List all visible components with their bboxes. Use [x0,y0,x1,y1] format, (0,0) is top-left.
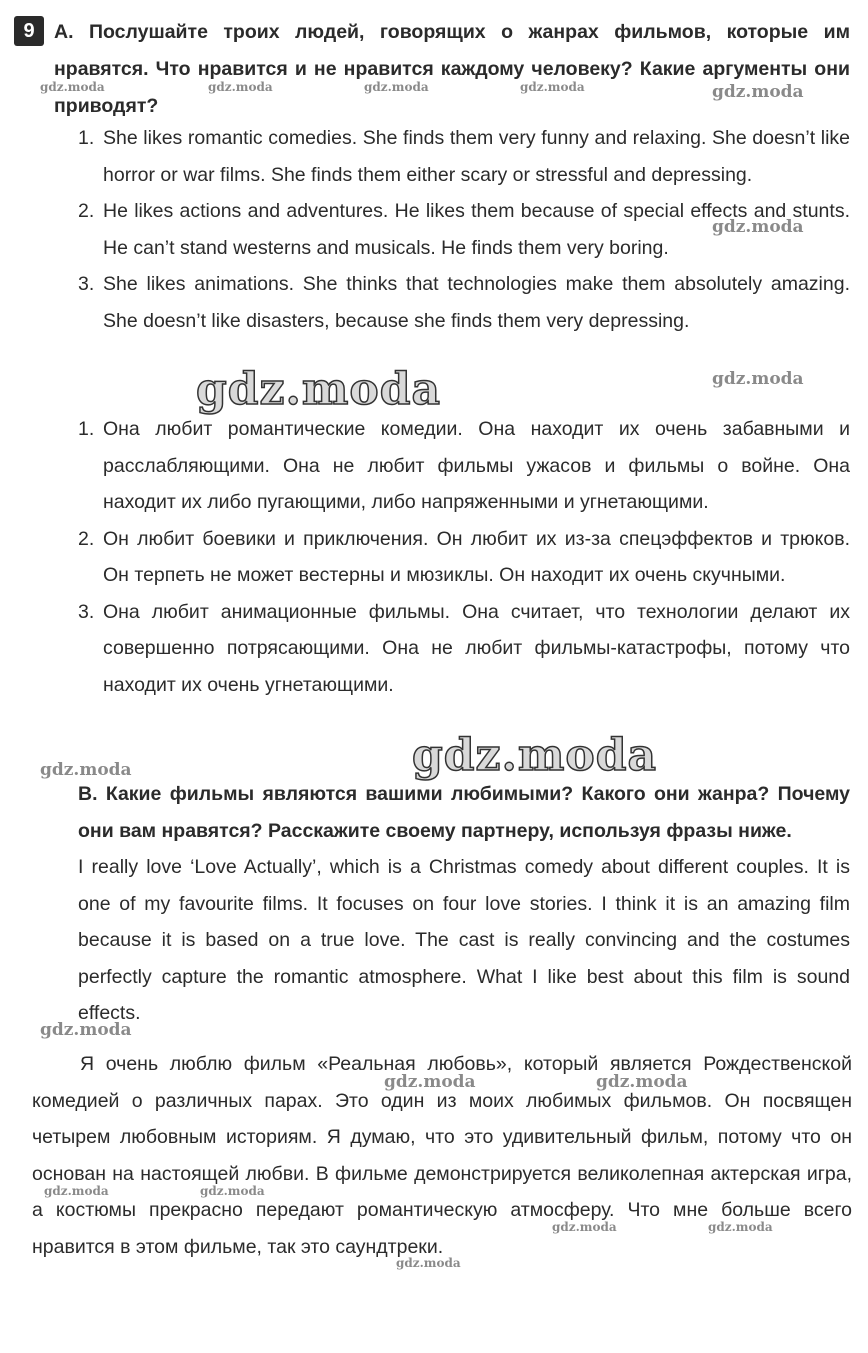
english-answer-item [78,266,850,339]
watermark: gdz.moda [712,217,804,237]
watermark: gdz.moda [384,1072,476,1092]
watermark: gdz.moda [712,82,804,102]
item-text: Он любит боевики и приключения. Он любит их из-за спецэффектов и трюков. Он терпеть не может вестерны и мюзиклы. Он находит их очень скучными. [103,527,850,586]
english-answer-item [78,120,850,193]
english-answers-list [78,120,850,339]
watermark: gdz.moda [708,1220,773,1234]
russian-paragraph: Я очень люблю фильм «Реальная любовь», который является Рождественской комедией о различных парах. Это один из моих любимых фильмов. Он посвящен четырем любовным историям. Я думаю, что это удивительный фильм, потому что он основан на настоящей любви. В фильме демонстрируется великолепная актерская игра, а костюмы прекрасно передают романтическую атмосферу. Что мне больше всего нравится в этом фильме, так это саундтреки. [32,1053,852,1258]
russian-answer-item [78,594,850,704]
watermark: gdz.moda [712,369,804,389]
task-a-title: А. Послушайте троих людей, говорящих о жанрах фильмов, которые им нравятся. Что нравится и не нравится каждому человеку? Какие аргументы они приводят? [54,21,850,117]
item-number: 2. [78,527,95,550]
watermark: gdz.moda [208,80,273,94]
item-number: 3. [78,600,95,623]
watermark: gdz.moda [364,80,429,94]
task-b-title: B. Какие фильмы являются вашими любимыми? Какого они жанра? Почему они вам нравятся? Расскажите своему партнеру, используя фразы ниже. [78,783,850,842]
watermark: gdz.moda [40,760,132,780]
item-text: Она любит анимационные фильмы. Она считает, что технологии делают их совершенно потрясающими. Она не любит фильмы-катастрофы, потому что находит их очень угнетающими. [103,600,850,696]
watermark: gdz.moda [200,1184,265,1198]
russian-answer-item [78,411,850,521]
watermark: gdz.moda [596,1072,688,1092]
english-answer-item [78,193,850,266]
english-paragraph: I really love ‘Love Actually’, which is a Christmas comedy about different couples. It is one of my favourite films. It focuses on four love stories. I think it is an amazing film because it is based on a true love. The cast is really convincing and the costumes perfectly capture the romantic atmosphere. What I like best about this film is sound effects. [78,856,850,1024]
item-number: 3. [78,273,95,295]
exercise-number-badge: 9 [14,16,44,46]
russian-answer-item [78,521,850,594]
item-text: She likes romantic comedies. She finds them very funny and relaxing. She doesn’t like horror or war films. She finds them either scary or stressful and depressing. [103,127,850,186]
watermark: gdz.moda [44,1184,109,1198]
watermark-large: gdz.moda [196,364,442,415]
watermark: gdz.moda [520,80,585,94]
watermark-large: gdz.moda [412,730,658,781]
item-text: She likes animations. She thinks that technologies make them absolutely amazing. She doesn’t like disasters, because she finds them very depressing. [103,273,850,332]
item-text: Она любит романтические комедии. Она находит их очень забавными и расслабляющими. Она не любит фильмы ужасов и фильмы о войне. Она находит их либо пугающими, либо напряженными и угнетающими. [103,418,850,513]
russian-answers-list [78,411,850,703]
watermark: gdz.moda [40,80,105,94]
watermark: gdz.moda [552,1220,617,1234]
watermark: gdz.moda [396,1256,461,1270]
item-number: 2. [78,200,95,222]
item-number: 1. [78,418,95,440]
item-number: 1. [78,127,95,149]
item-text: He likes actions and adventures. He likes them because of special effects and stunts. He can’t stand westerns and musicals. He finds them very boring. [103,200,850,259]
watermark: gdz.moda [40,1020,132,1040]
